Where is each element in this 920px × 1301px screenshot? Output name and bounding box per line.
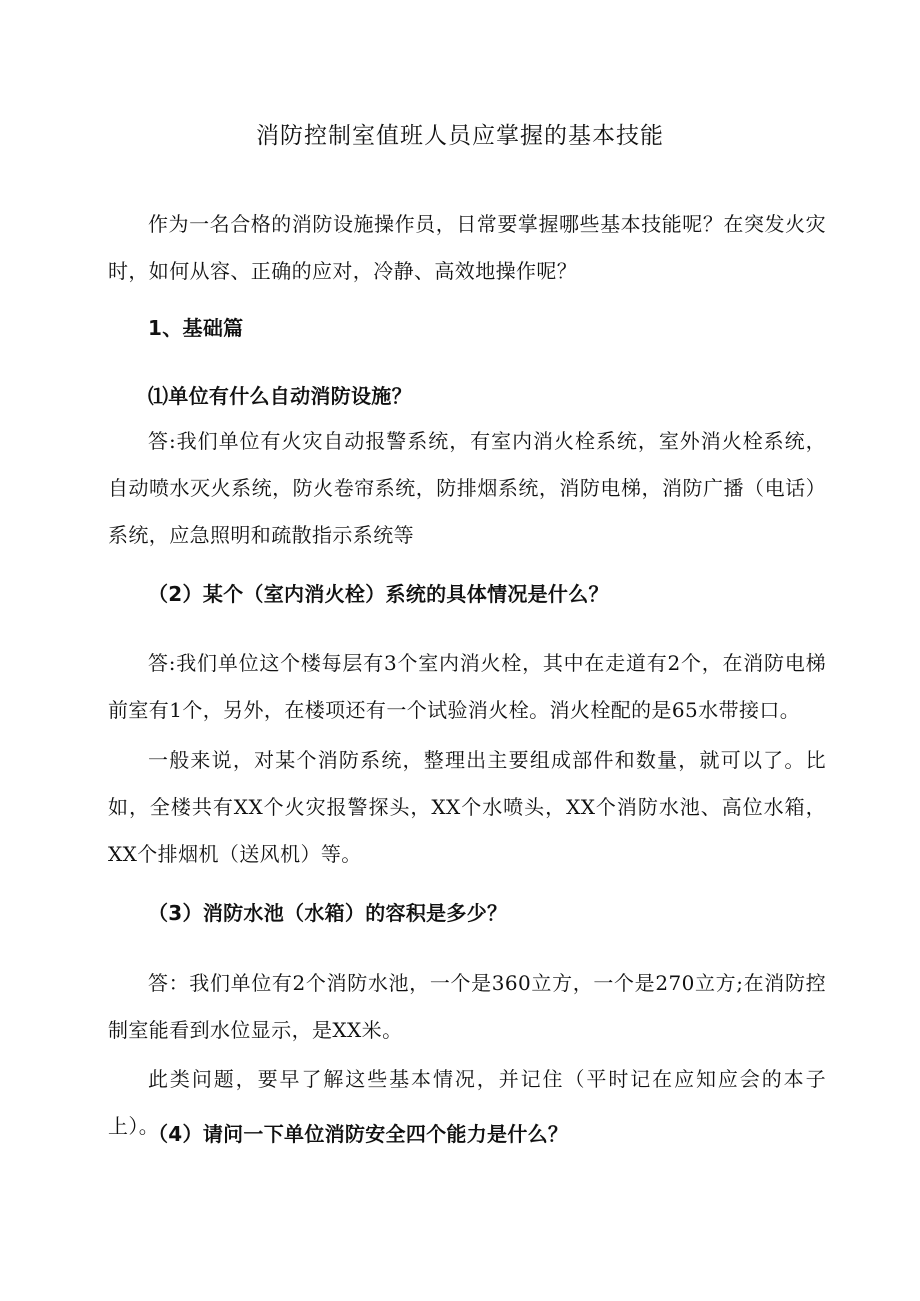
question-3: （3）消防水池（水箱）的容积是多少？ xyxy=(148,901,508,925)
answer-3-note: 此类问题，要早了解这些基本情况，并记住（平时记在应知应会的本子上）。 xyxy=(108,1067,826,1138)
page-title: 消防控制室值班人员应掌握的基本技能 xyxy=(256,123,664,149)
intro-paragraph: 作为一名合格的消防设施操作员，日常要掌握哪些基本技能呢？在突发火灾时，如何从容、正确的应对，冷静、高效地操作呢？ xyxy=(108,212,826,283)
answer-2-note: 一般来说，对某个消防系统，整理出主要组成部件和数量，就可以了。比如，全楼共有XX个火灾报警探头，XX个水喷头，XX个消防水池、高位水箱，XX个排烟机（送风机）等。 xyxy=(108,748,826,866)
answer-3: 答：我们单位有2个消防水池，一个是360立方，一个是270立方;在消防控制室能看到水位显示，是XX米。 xyxy=(108,971,826,1042)
question-2: （2）某个（室内消火栓）系统的具体情况是什么？ xyxy=(148,582,609,606)
answer-1: 答:我们单位有火灾自动报警系统，有室内消火栓系统，室外消火栓系统，自动喷水灭火系统，防火卷帘系统，防排烟系统，消防电梯，消防广播（电话）系统，应急照明和疏散指示系统等 xyxy=(108,429,826,547)
section-heading-basics: 1、基础篇 xyxy=(148,316,244,340)
question-1: ⑴单位有什么自动消防设施？ xyxy=(148,384,412,408)
question-4: （4）请问一下单位消防安全四个能力是什么？ xyxy=(148,1122,569,1146)
answer-2: 答:我们单位这个楼每层有3个室内消火栓，其中在走道有2个，在消防电梯前室有1个，另外，在楼项还有一个试验消火栓。消火栓配的是65水带接口。 xyxy=(108,651,826,722)
